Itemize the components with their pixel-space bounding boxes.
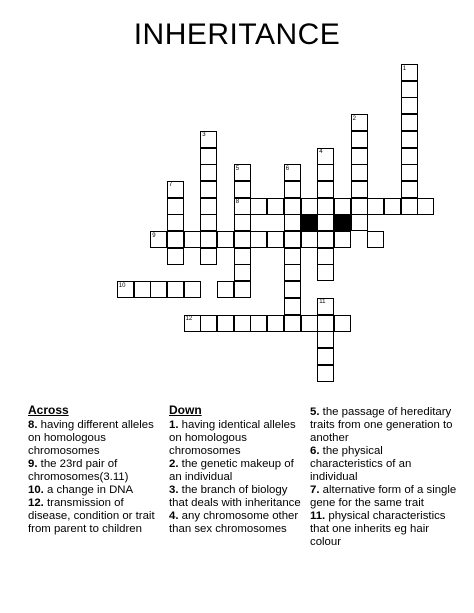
grid-cell[interactable] [250, 231, 267, 248]
clue-num: 3. [169, 484, 179, 496]
grid-cell[interactable] [317, 181, 334, 198]
grid-cell[interactable] [200, 198, 217, 215]
grid-cell[interactable] [234, 264, 251, 281]
grid-cell[interactable] [367, 198, 384, 215]
clue-text: the passage of hereditary traits from one generation to another [310, 406, 453, 444]
grid-cell[interactable] [351, 198, 368, 215]
clue-text: physical characteristics that one inherits eg hair colour [310, 510, 446, 548]
grid-cell[interactable] [234, 231, 251, 248]
grid-cell[interactable] [200, 181, 217, 198]
grid-cell[interactable] [284, 231, 301, 248]
grid-cell[interactable] [284, 315, 301, 332]
grid-cell[interactable] [401, 164, 418, 181]
grid-cell[interactable] [200, 214, 217, 231]
grid-cell[interactable] [317, 214, 334, 231]
grid-cell[interactable] [284, 214, 301, 231]
clue-text: having identical alleles on homologous chromosomes [169, 419, 296, 457]
clue-item [169, 484, 305, 510]
clue-num: 4. [169, 510, 179, 522]
clue-number: 3 [202, 132, 206, 139]
down-heading: Down [169, 403, 202, 417]
grid-cell[interactable] [217, 231, 234, 248]
grid-cell[interactable] [234, 181, 251, 198]
clue-num: 2. [169, 458, 179, 470]
grid-cell[interactable] [184, 281, 201, 298]
down-clues-continued [310, 406, 458, 549]
black-cell [301, 214, 318, 231]
clue-num: 7. [310, 484, 320, 496]
clue-number: 5 [235, 165, 240, 172]
grid-cell[interactable] [284, 181, 301, 198]
clue-num: 6. [310, 445, 320, 457]
grid-cell[interactable] [401, 81, 418, 98]
grid-cell[interactable] [284, 248, 301, 265]
grid-cell[interactable] [351, 181, 368, 198]
clue-num: 11. [310, 510, 326, 522]
black-cell [334, 214, 351, 231]
grid-cell[interactable] [401, 198, 418, 215]
clue-text: alternative form of a single gene for the same trait [310, 484, 457, 509]
clue-number: 1 [402, 65, 407, 72]
across-clues [28, 404, 164, 536]
grid-cell[interactable] [334, 315, 351, 332]
grid-cell[interactable] [217, 315, 234, 332]
clue-text: the branch of biology that deals with inheritance [169, 484, 301, 509]
down-clues [169, 404, 305, 536]
clue-item [28, 458, 164, 484]
clue-num: 8. [28, 419, 38, 431]
grid-cell[interactable] [167, 198, 184, 215]
clue-text: the 23rd pair of chromosomes(3.11) [28, 458, 129, 483]
grid-cell[interactable] [401, 148, 418, 165]
clue-text: a change in DNA [43, 484, 134, 496]
grid-cell[interactable] [417, 198, 434, 215]
clue-item [310, 445, 458, 484]
grid-cell[interactable] [317, 264, 334, 281]
grid-cell[interactable] [334, 198, 351, 215]
clue-number: 6 [285, 165, 290, 172]
grid-cell[interactable] [317, 348, 334, 365]
clue-item [310, 510, 458, 549]
grid-cell[interactable] [351, 214, 368, 231]
clue-text: the physical characteristics of an individual [310, 445, 412, 483]
grid-cell[interactable] [234, 214, 251, 231]
grid-cell[interactable] [217, 281, 234, 298]
grid-cell[interactable] [167, 231, 184, 248]
clue-num: 9. [28, 458, 38, 470]
clue-text: the genetic makeup of an individual [169, 458, 294, 483]
grid-cell[interactable] [317, 331, 334, 348]
grid-cell[interactable] [200, 164, 217, 181]
grid-cell[interactable] [234, 315, 251, 332]
clue-num: 5. [310, 406, 320, 418]
grid-cell[interactable] [200, 248, 217, 265]
clue-number: 4 [319, 149, 323, 155]
grid-cell[interactable] [200, 315, 217, 332]
grid-cell[interactable] [401, 131, 418, 148]
clue-item [310, 406, 458, 445]
clue-text: having different alleles on homologous chromosomes [28, 419, 154, 457]
grid-cell[interactable] [284, 298, 301, 315]
clue-text: transmission of disease, condition or trait from parent to children [28, 497, 155, 535]
clue-item [28, 419, 164, 458]
grid-cell[interactable] [267, 231, 284, 248]
grid-cell[interactable] [401, 97, 418, 114]
grid-cell[interactable] [317, 231, 334, 248]
grid-cell[interactable] [284, 264, 301, 281]
clue-number: 11 [319, 299, 326, 306]
grid-cell[interactable] [334, 231, 351, 248]
grid-cell[interactable] [317, 248, 334, 265]
clue-item [28, 484, 164, 497]
clue-number: 12 [185, 316, 193, 322]
clue-item [169, 510, 305, 536]
across-heading: Across [28, 403, 69, 417]
grid-cell[interactable] [401, 114, 418, 131]
grid-cell[interactable] [267, 315, 284, 332]
clue-item [169, 458, 305, 484]
grid-cell[interactable] [200, 231, 217, 248]
grid-cell[interactable] [267, 198, 284, 215]
clue-num: 1. [169, 419, 179, 431]
grid-cell[interactable] [351, 148, 368, 165]
grid-cell[interactable] [317, 315, 334, 332]
grid-cell[interactable] [284, 198, 301, 215]
grid-cell[interactable] [167, 281, 184, 298]
grid-cell[interactable] [250, 315, 267, 332]
grid-cell[interactable] [284, 281, 301, 298]
clue-item [28, 497, 164, 536]
clue-num: 12. [28, 497, 44, 509]
grid-cell[interactable] [317, 365, 334, 382]
grid-cell[interactable] [234, 248, 251, 265]
clue-number: 7 [168, 182, 173, 189]
grid-cell[interactable] [301, 315, 318, 332]
clue-num: 10. [28, 484, 44, 496]
grid-cell[interactable] [317, 164, 334, 181]
clue-number: 2 [352, 115, 356, 122]
grid-cell[interactable] [384, 198, 401, 215]
grid-cell[interactable] [150, 281, 167, 298]
clue-number: 8 [235, 199, 240, 206]
puzzle-title: INHERITANCE [133, 18, 341, 51]
grid-cell[interactable] [367, 231, 384, 248]
grid-cell[interactable] [351, 164, 368, 181]
clue-number: 9 [152, 232, 156, 239]
clue-number: 10 [118, 282, 126, 289]
grid-cell[interactable] [234, 281, 251, 298]
grid-cell[interactable] [250, 198, 267, 215]
grid-cell[interactable] [301, 231, 318, 248]
clue-text: any chromosome other than sex chromosomes [169, 510, 299, 535]
grid-cell[interactable] [184, 231, 201, 248]
clue-item [310, 484, 458, 510]
grid-cell[interactable] [301, 198, 318, 215]
grid-cell[interactable] [134, 281, 151, 298]
grid-cell[interactable] [200, 148, 217, 165]
grid-cell[interactable] [167, 214, 184, 231]
grid-cell[interactable] [351, 131, 368, 148]
clue-item [169, 419, 305, 458]
grid-cell[interactable] [317, 198, 334, 215]
grid-cell[interactable] [401, 181, 418, 198]
grid-cell[interactable] [167, 248, 184, 265]
